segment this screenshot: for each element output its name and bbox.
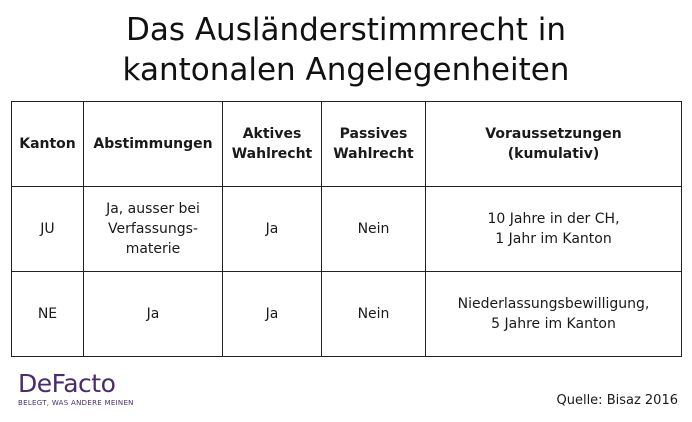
- cell-passives-wahlrecht: Nein: [322, 272, 426, 357]
- voting-rights-table: [11, 101, 682, 357]
- cell-aktives-wahlrecht: Ja: [223, 272, 322, 357]
- header-voraussetzungen: Voraussetzungen (kumulativ): [426, 102, 682, 187]
- page-title: [0, 10, 692, 90]
- title-line-2: kantonalen Angelegenheiten: [122, 52, 570, 88]
- header-kanton: Kanton: [12, 102, 84, 187]
- cell-voraussetzungen: 10 Jahre in der CH, 1 Jahr im Kanton: [426, 187, 682, 272]
- source-note: Quelle: Bisaz 2016: [556, 393, 678, 408]
- cell-voraussetzungen: Niederlassungsbewilligung, 5 Jahre im Kanton: [426, 272, 682, 357]
- logo-wordmark: DeFacto: [18, 369, 116, 398]
- logo-tagline: BELEGT, WAS ANDERE MEINEN: [18, 399, 134, 407]
- cell-aktives-wahlrecht: Ja: [223, 187, 322, 272]
- header-passives-wahlrecht: Passives Wahlrecht: [322, 102, 426, 187]
- table-header-row: [12, 102, 682, 187]
- header-aktives-wahlrecht: Aktives Wahlrecht: [223, 102, 322, 187]
- cell-kanton: NE: [12, 272, 84, 357]
- cell-abstimmungen: Ja, ausser bei Verfassungs- materie: [84, 187, 223, 272]
- table-row: [12, 187, 682, 272]
- cell-passives-wahlrecht: Nein: [322, 187, 426, 272]
- title-line-1: Das Ausländerstimmrecht in: [125, 12, 567, 48]
- header-abstimmungen: Abstimmungen: [84, 102, 223, 187]
- table-row: [12, 272, 682, 357]
- cell-abstimmungen: Ja: [84, 272, 223, 357]
- cell-kanton: JU: [12, 187, 84, 272]
- defacto-logo: [18, 371, 134, 408]
